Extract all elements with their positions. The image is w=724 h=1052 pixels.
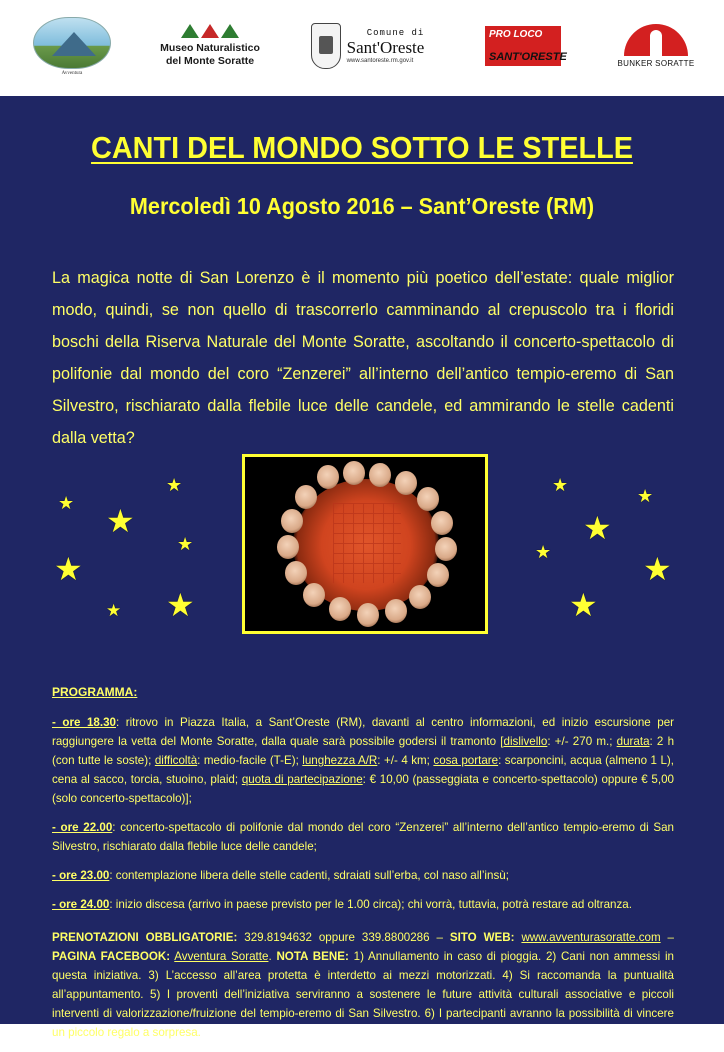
museo-logo-line2: del Monte Soratte [165,55,255,67]
comune-logo-line1: Comune di [366,28,425,38]
info-paragraph: PRENOTAZIONI OBBLIGATORIE: 329.8194632 oppure 339.8800286 – SITO WEB: www.avventurasoratte.com – PAGINA FACEBOOK: Avventura Soratte. NOTA BENE: 1) Annullamento in caso di pioggia. 2) Cani non ammessi in questa iniziativa. 3) L’accesso all’area protetta è interdetto ai mezzi motorizzati. 4) Si raccomanda la puntualità all’appuntamento. 5) I proventi dell’iniziativa serviranno a sostenere le future attività culturali associative e piccoli interventi di valorizzazione/fruizione del tempio-eremo di San Silvestro. 6) I partecipanti avranno la possibilità di vincere un piccolo regalo a sorpresa. [52,931,674,1039]
bunker-logo-text: BUNKER SORATTE [617,59,695,68]
star-icon: ★ [106,503,135,539]
facebook-link[interactable]: Avventura Soratte [174,950,269,963]
star-icon: ★ [552,475,569,495]
proloco-logo-line1: PRO LOCO [489,29,543,40]
mountains-icon [181,24,239,38]
star-icon: ★ [166,475,183,495]
star-icon: ★ [535,542,552,562]
star-icon: ★ [643,551,672,587]
star-icon: ★ [54,551,83,587]
logo-strip [0,0,724,96]
star-icon: ★ [58,493,75,513]
mountain-icon [33,17,111,69]
star-icon: ★ [569,587,598,623]
choir-photo [242,454,488,634]
museo-logo-line1: Museo Naturalistico [160,42,260,54]
coat-of-arms-icon [311,23,341,69]
star-icon: ★ [637,486,654,506]
website-link[interactable]: www.avventurasoratte.com [521,931,661,944]
comune-logo-line2: Sant'Oreste [346,38,425,57]
programma-item: - ore 24.00: inizio discesa (arrivo in paese previsto per le 1.00 circa); chi vorrà, tuttavia, potrà restare ad oltranza. [52,898,632,911]
poster-title: CANTI DEL MONDO SOTTO LE STELLE [91,130,633,165]
comune-logo-url: www.santoreste.rm.gov.it [346,58,414,64]
pro-loco-logo [484,14,567,78]
star-icon: ★ [106,601,122,620]
programma-item: - ore 23.00: contemplazione libera delle stelle cadenti, sdraiati sull’erba, col naso all’insù; [52,869,509,882]
poster-subtitle: Mercoledì 10 Agosto 2016 – Sant’Oreste (RM) [129,193,595,219]
programma-heading: PROGRAMMA: [52,685,138,699]
programma-section [52,683,674,1052]
proloco-logo-line2: SANT'ORESTE [489,51,567,63]
avventura-logo-text: Avventura [61,70,83,76]
star-icon: ★ [166,587,195,623]
star-icon: ★ [583,510,612,546]
programma-item: - ore 18.30: ritrovo in Piazza Italia, a Sant’Oreste (RM), davanti al centro informazioni, ed inizio escursione per raggiungere la vetta del Monte Soratte, dalla quale sarà possibile godersi il tramonto [dislivello: +/- 270 m.; durata: 2 h (con tutte le soste); difficoltà: medio-facile (T-E); lunghezza A/R: +/- 4 km; cosa portare: scarponcini, acqua (almeno 1 L), cena al sacco, torcia, stuoino, plaid; quota di partecipazione: € 10,00 (passeggiata e concerto-spettacolo) oppure € 5,00 (solo concerto-spettacolo)]; [52,716,675,805]
star-icon: ★ [177,534,194,554]
bunker-soratte-logo [616,14,696,78]
programma-item: - ore 22.00: concerto-spettacolo di polifonie dal mondo del coro “Zenzerei” all’interno dell’antico tempio-eremo di San Silvestro, rischiarato dalla flebile luce delle candele; [52,821,674,853]
museo-naturalistico-logo [160,14,260,78]
bunker-dome-icon [624,24,688,56]
comune-sant-oreste-logo [300,14,435,78]
intro-paragraph: La magica notte di San Lorenzo è il momento più poetico dell’estate: quale miglior modo, quindi, se non quello di trascorrerlo camminando al crepuscolo tra i floridi boschi della Riserva Naturale del Monte Soratte, ascoltando il concerto-spettacolo di polifonie dal mondo del coro “Zenzerei” all’interno dell’antico tempio-eremo di San Silvestro, rischiarato dalla flebile luce delle candele, ed ammirando le stelle cadenti dalla vetta? [52,269,674,447]
avventura-soratte-logo [30,14,114,78]
